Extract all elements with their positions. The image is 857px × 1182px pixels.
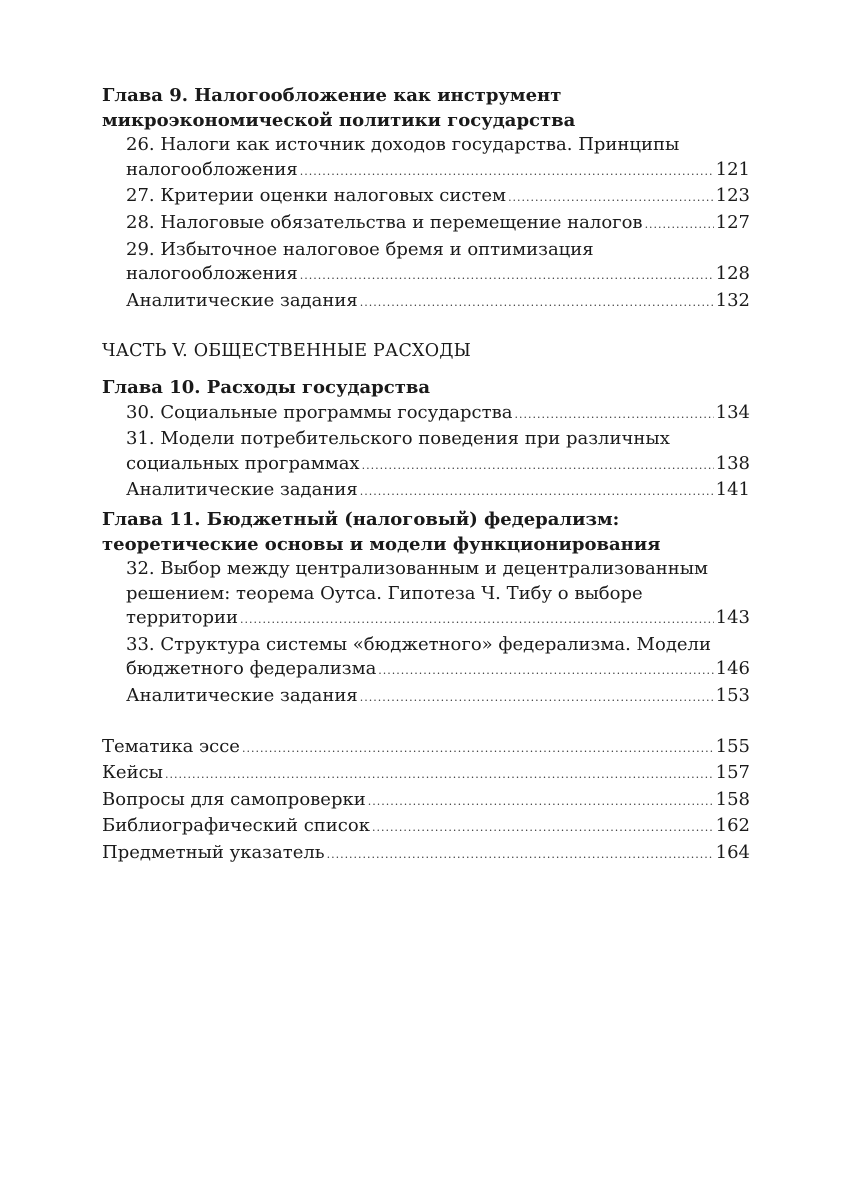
table-of-contents (102, 84, 750, 868)
part-5-title: ЧАСТЬ V. ОБЩЕСТВЕННЫЕ РАСХОДЫ (102, 341, 472, 362)
toc-entry-bibliography[interactable] (102, 814, 750, 841)
dot-leader (378, 657, 713, 684)
toc-entry-text: налогообложения (126, 158, 298, 180)
toc-page-number: 158 (715, 788, 750, 810)
toc-entry-31[interactable] (102, 427, 750, 478)
dot-leader (360, 289, 714, 316)
dot-leader (165, 761, 714, 788)
toc-entry-text: Кейсы (102, 762, 163, 784)
toc-entry-cases[interactable] (102, 761, 750, 788)
toc-entry-essay-topics[interactable] (102, 735, 750, 762)
toc-page-number: 141 (715, 479, 750, 501)
toc-page-number: 162 (715, 815, 750, 837)
toc-page-number: 127 (715, 211, 750, 233)
toc-entry-ch11-tasks[interactable] (102, 684, 750, 711)
toc-entry-text: Тематика эссе (102, 735, 240, 757)
toc-entry-text-line: 32. Выбор между централизованным и децентрализованным (126, 558, 709, 580)
toc-entry-28[interactable] (102, 211, 750, 238)
toc-page-number: 155 (715, 735, 750, 757)
dot-leader (372, 814, 714, 841)
toc-entry-self-check[interactable] (102, 788, 750, 815)
toc-entry-text: бюджетного федерализма (126, 658, 377, 680)
chapter-9-title: Глава 9. Налогообложение как инструмент микроэкономической политики государства (102, 85, 576, 131)
toc-entry-text-line: 33. Структура системы «бюджетного» федерализма. Модели (126, 633, 711, 655)
toc-entry-27[interactable] (102, 184, 750, 211)
spacer (102, 364, 750, 376)
toc-entry-ch10-tasks[interactable] (102, 478, 750, 505)
toc-entry-ch9-tasks[interactable] (102, 289, 750, 316)
dot-leader (242, 735, 714, 762)
toc-entry-text: 28. Налоговые обязательства и перемещение налогов (126, 211, 643, 233)
dot-leader (240, 606, 714, 633)
toc-page-number: 146 (715, 658, 750, 680)
spacer (102, 315, 750, 339)
toc-page-number: 157 (715, 762, 750, 784)
dot-leader (300, 158, 714, 185)
toc-entry-30[interactable] (102, 401, 750, 428)
chapter-11-title: Глава 11. Бюджетный (налоговый) федерализм: теоретические основы и модели функционирования (102, 508, 661, 555)
toc-page-number: 132 (715, 289, 750, 311)
toc-entry-text: Аналитические задания (126, 289, 358, 311)
toc-entry-text-line: решением: теорема Оутса. Гипотеза Ч. Тибу о выборе (126, 582, 643, 604)
toc-entry-text: Библиографический список (102, 815, 370, 837)
toc-entry-29[interactable] (102, 238, 750, 289)
dot-leader (508, 184, 714, 211)
spacer (102, 711, 750, 735)
toc-entry-text: Вопросы для самопроверки (102, 788, 366, 810)
toc-entry-text: Аналитические задания (126, 479, 358, 501)
toc-entry-text-line: 29. Избыточное налоговое бремя и оптимизация (126, 238, 594, 260)
toc-page-number: 134 (715, 401, 750, 423)
toc-page-number: 143 (715, 607, 750, 629)
dot-leader (360, 478, 714, 505)
toc-page-number: 123 (715, 185, 750, 207)
toc-page-number: 128 (715, 263, 750, 285)
toc-page-number: 121 (715, 158, 750, 180)
dot-leader (300, 262, 714, 289)
toc-entry-33[interactable] (102, 633, 750, 684)
toc-entry-text: территории (126, 607, 238, 629)
toc-page-number: 164 (715, 842, 750, 864)
dot-leader (327, 841, 714, 868)
toc-entry-text-line: 31. Модели потребительского поведения при различных (126, 428, 670, 450)
dot-leader (514, 401, 713, 428)
toc-entry-text: 30. Социальные программы государства (126, 401, 513, 423)
toc-page-number: 153 (715, 685, 750, 707)
toc-entry-text: Предметный указатель (102, 842, 325, 864)
toc-entry-text: налогообложения (126, 263, 298, 285)
dot-leader (360, 684, 714, 711)
toc-entry-32[interactable] (102, 557, 750, 633)
toc-entry-text-line: 26. Налоги как источник доходов государства. Принципы (126, 134, 680, 156)
toc-entry-text: 27. Критерии оценки налоговых систем (126, 185, 507, 207)
toc-entry-subject-index[interactable] (102, 841, 750, 868)
chapter-10-title: Глава 10. Расходы государства (102, 376, 431, 398)
toc-page-number: 138 (715, 452, 750, 474)
toc-entry-26[interactable] (102, 133, 750, 184)
dot-leader (362, 452, 714, 479)
toc-entry-text: социальных программах (126, 452, 360, 474)
dot-leader (645, 211, 714, 238)
dot-leader (368, 788, 714, 815)
toc-entry-text: Аналитические задания (126, 685, 358, 707)
